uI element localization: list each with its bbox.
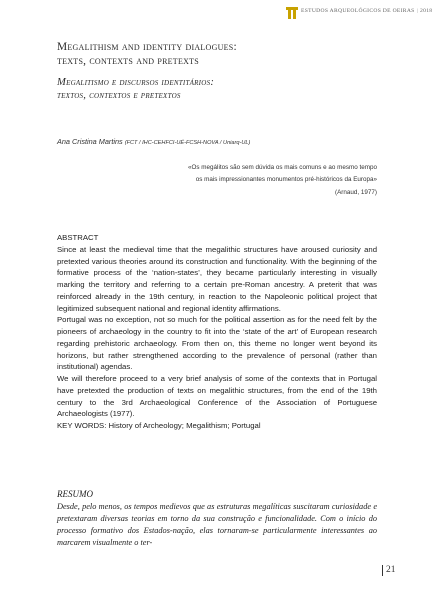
resumo-section (57, 489, 377, 549)
article-title (57, 40, 357, 68)
abstract-section (57, 232, 377, 432)
epigraph (165, 162, 377, 199)
journal-year: 2018 (420, 8, 432, 14)
author-line (57, 137, 250, 146)
abstract-paragraph-3: We will therefore proceed to a very brief analysis of some of the contexts that in Portugal have pretexted the production of texts on megalithic structures, from the end of the 19th century to the 3rd Archaeological Conference of the Association of Portuguese Archaeologists (1977). (57, 374, 377, 419)
journal-logo-icon (286, 7, 298, 19)
abstract-heading: ABSTRACT (57, 233, 99, 242)
abstract-paragraph-1: Since at least the medieval time that the megalithic structures have aroused curiosity and pretexted various theories around its construction and functionality. With the beginning of the formative process of the ‘nation-states’, they became particularly interesting in visually marking the territory and referring to a certain pre-Roman ancestry. A preterit that was reinforced already in the 19th century, in reaction to the Napoleonic political project that legitimized subsequent national and regional identity affirmations. (57, 244, 377, 313)
resumo-paragraph: Desde, pelo menos, os tempos medievos que as estruturas megalíticas suscitaram curiosidade e pretextaram diversas teorias em torno da sua construção e funcionalidade. Com o início do processo formativo dos Estados-nação, elas tornaram-se particularmente interessantes ao marcarem visualmente o ter- (57, 501, 377, 547)
resumo-heading: RESUMO (57, 489, 93, 499)
epigraph-citation: (Arnaud, 1977) (334, 189, 377, 196)
abstract-paragraph-2: Portugal was no exception, not so much for the political assertion as for the need felt by the pioneers of archaeology in the country to fit into the ‘state of the art’ of European research regarding prehistoric archaeology. From then on, this theme no longer went beyond its horizons, but rather strengthened according to the prevalence of personal (rather than institutional) agendas. (57, 315, 377, 372)
author-affiliation: (FCT / IHC-CEHFCI-UÉ-FCSH-NOVA / Uniarq-UL) (124, 140, 251, 146)
page-number: 21 (382, 565, 396, 576)
subtitle-line-1: Megalitismo e discursos identitários: (57, 77, 215, 88)
journal-name: ESTUDOS ARQUEOLÓGICOS DE OEIRAS (301, 8, 415, 14)
title-line-1: Megalithism and identity dialogues: (57, 41, 237, 53)
epigraph-line-2: os mais impressionantes monumentos pré-históricos da Europa» (195, 175, 377, 183)
article-subtitle (57, 77, 357, 102)
title-line-2: texts, contexts and pretexts (57, 55, 199, 67)
epigraph-line-1: «Os megálitos são sem dúvida os mais comuns e ao mesmo tempo (188, 164, 377, 171)
abstract-keywords: KEY WORDS: History of Archeology; Megalithism; Portugal (57, 421, 261, 430)
author-name: Ana Cristina Martins (57, 137, 123, 146)
subtitle-line-2: textos, contextos e pretextos (57, 89, 181, 101)
running-header (301, 8, 432, 14)
header-separator: | (416, 8, 418, 14)
